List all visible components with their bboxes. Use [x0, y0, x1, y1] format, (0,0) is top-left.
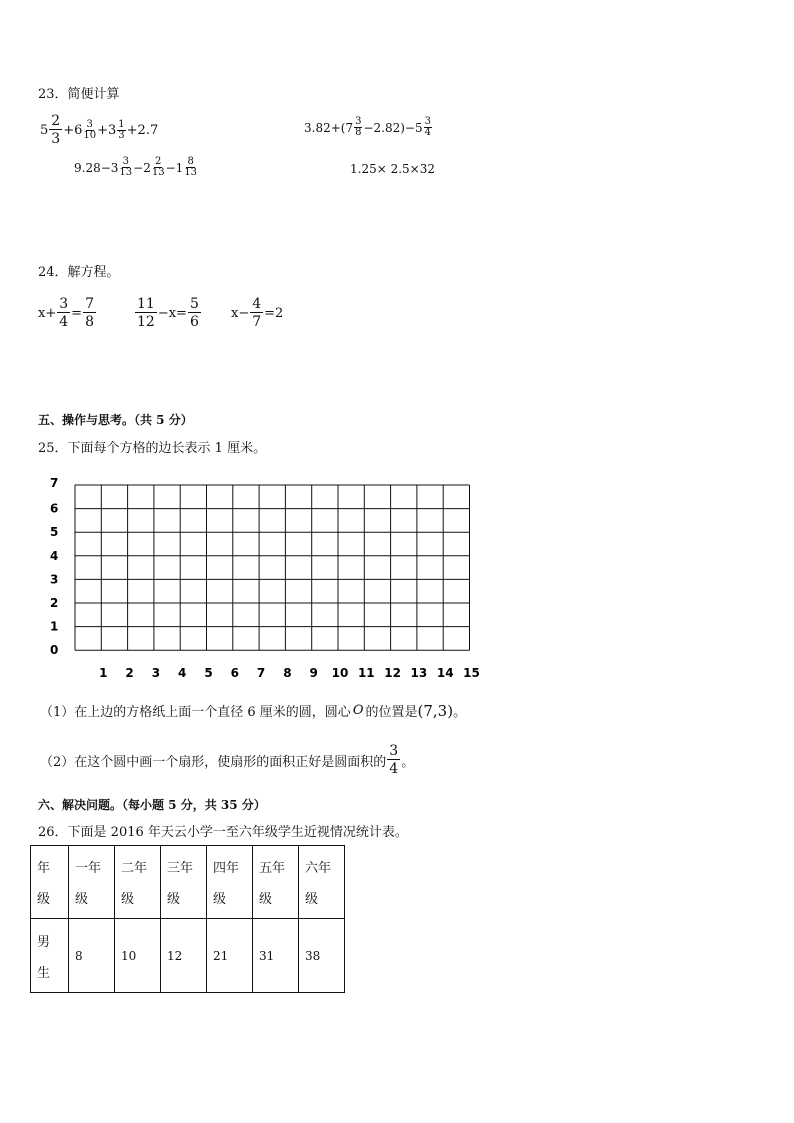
- whole: 5: [40, 122, 49, 138]
- myopia-stats-table: [30, 845, 345, 993]
- term: +3: [97, 122, 117, 138]
- term: =2: [264, 305, 284, 321]
- y-axis-labels: [50, 476, 58, 657]
- table-cell: 年 级: [31, 846, 69, 919]
- q26-title: 26．下面是 2016 年天云小学一至六年级学生近视情况统计表。: [38, 825, 408, 840]
- fraction: $\frac{1}{3}$: [118, 118, 125, 141]
- table-cell: 10: [115, 919, 161, 993]
- table-cell: 男 生: [31, 919, 69, 993]
- q24-eq3: [231, 297, 283, 329]
- y-tick-label: 4: [50, 548, 59, 563]
- center-position: (7,3): [417, 701, 454, 720]
- y-tick-label: 7: [50, 476, 59, 490]
- sub2-end: 。: [401, 754, 415, 770]
- table-cell: 二年 级: [115, 846, 161, 919]
- fraction: $\frac{7}{8}$: [85, 296, 94, 330]
- q24-eq1: [38, 297, 97, 329]
- term: +6: [63, 122, 83, 138]
- x-tick-label: 14: [436, 666, 454, 678]
- term: 9.28−3: [74, 160, 119, 175]
- table-cell: 六年 级: [299, 846, 345, 919]
- section-5-heading: 五、操作与思考。（共 5 分）: [38, 413, 193, 427]
- table-cell: 四年 级: [207, 846, 253, 919]
- table-cell: 8: [69, 919, 115, 993]
- x-axis-labels: [99, 666, 480, 678]
- fraction: $\frac{2}{13}$: [151, 156, 165, 178]
- x-tick-label: 13: [410, 666, 428, 678]
- q25-title: 25．下面每个方格的边长表示 1 厘米。: [38, 441, 267, 456]
- term: =: [71, 305, 83, 321]
- x-tick-label: 8: [283, 666, 292, 678]
- fraction: $\frac{3}{4}$: [424, 116, 431, 138]
- x-tick-label: 9: [309, 666, 318, 678]
- fraction: $\frac{2}{3}$: [51, 113, 61, 147]
- x-tick-label: 1: [99, 666, 108, 678]
- q23-expr1: [40, 114, 158, 146]
- x-tick-label: 3: [151, 666, 161, 678]
- x-tick-label: 6: [230, 666, 239, 678]
- section-6-heading: 六、解决问题。（每小题 5 分，共 35 分）: [38, 798, 266, 812]
- table-cell: 31: [253, 919, 299, 993]
- fraction: $\frac{8}{13}$: [184, 156, 198, 178]
- x-tick-label: 10: [331, 666, 349, 678]
- table-cell: 12: [161, 919, 207, 993]
- fraction: $\frac{3}{4}$: [59, 296, 69, 330]
- q23-expr4: 1.25× 2.5×32: [350, 162, 435, 176]
- q23-expr2: [304, 117, 433, 138]
- term: x+: [38, 305, 57, 321]
- term: −2: [133, 160, 151, 175]
- term: −x=: [157, 305, 187, 321]
- table-cell: 三年 级: [161, 846, 207, 919]
- grid-paper: [40, 472, 480, 678]
- term: x−: [231, 305, 250, 321]
- y-tick-label: 0: [50, 643, 59, 658]
- sub2-text: （2）在这个圆中画一个扇形，使扇形的面积正好是圆面积的: [40, 754, 387, 770]
- center-symbol: O: [352, 703, 364, 718]
- y-tick-label: 3: [50, 572, 59, 587]
- sub1-text: （1）在上边的方格纸上面一个直径 6 厘米的圆，圆心: [40, 705, 351, 720]
- y-tick-label: 5: [50, 525, 59, 540]
- table-cell: 一年 级: [69, 846, 115, 919]
- table-row: [31, 919, 345, 993]
- y-tick-label: 2: [50, 596, 59, 610]
- table-cell: 21: [207, 919, 253, 993]
- q23-expr3: [74, 157, 198, 178]
- term: +2.7: [126, 122, 159, 138]
- x-tick-label: 11: [357, 666, 375, 678]
- x-tick-label: 15: [463, 666, 480, 678]
- q24-eq2: [134, 297, 202, 329]
- fraction: $\frac{5}{6}$: [189, 296, 199, 330]
- term: 3.82+(7: [304, 120, 354, 135]
- fraction: $\frac{3}{4}$: [389, 743, 399, 777]
- term: −2.82)−5: [363, 120, 423, 135]
- table-cell: 五年 级: [253, 846, 299, 919]
- sub1-end: 。: [453, 705, 467, 720]
- x-tick-label: 4: [178, 666, 187, 678]
- table-header-row: [31, 846, 345, 919]
- x-tick-label: 2: [125, 666, 134, 678]
- x-tick-label: 5: [204, 666, 213, 678]
- fraction: $\frac{4}{7}$: [252, 296, 262, 330]
- q23-title: 23．简便计算: [38, 87, 120, 102]
- fraction: $\frac{3}{8}$: [355, 116, 362, 138]
- y-tick-label: 1: [50, 619, 59, 634]
- sub1-tail: 的位置是: [365, 705, 418, 720]
- fraction: $\frac{3}{13}$: [119, 156, 133, 178]
- y-tick-label: 6: [50, 501, 59, 516]
- table-cell: 38: [299, 919, 345, 993]
- q25-sub1: [40, 701, 466, 720]
- term: −1: [165, 160, 184, 175]
- fraction: $\frac{11}{12}$: [137, 296, 155, 330]
- x-tick-label: 7: [256, 666, 266, 678]
- grid-lines: [75, 485, 470, 650]
- q25-sub2: [40, 744, 414, 776]
- x-tick-label: 12: [384, 666, 401, 678]
- fraction: $\frac{3}{10}$: [83, 118, 97, 141]
- q24-title: 24．解方程。: [38, 265, 120, 280]
